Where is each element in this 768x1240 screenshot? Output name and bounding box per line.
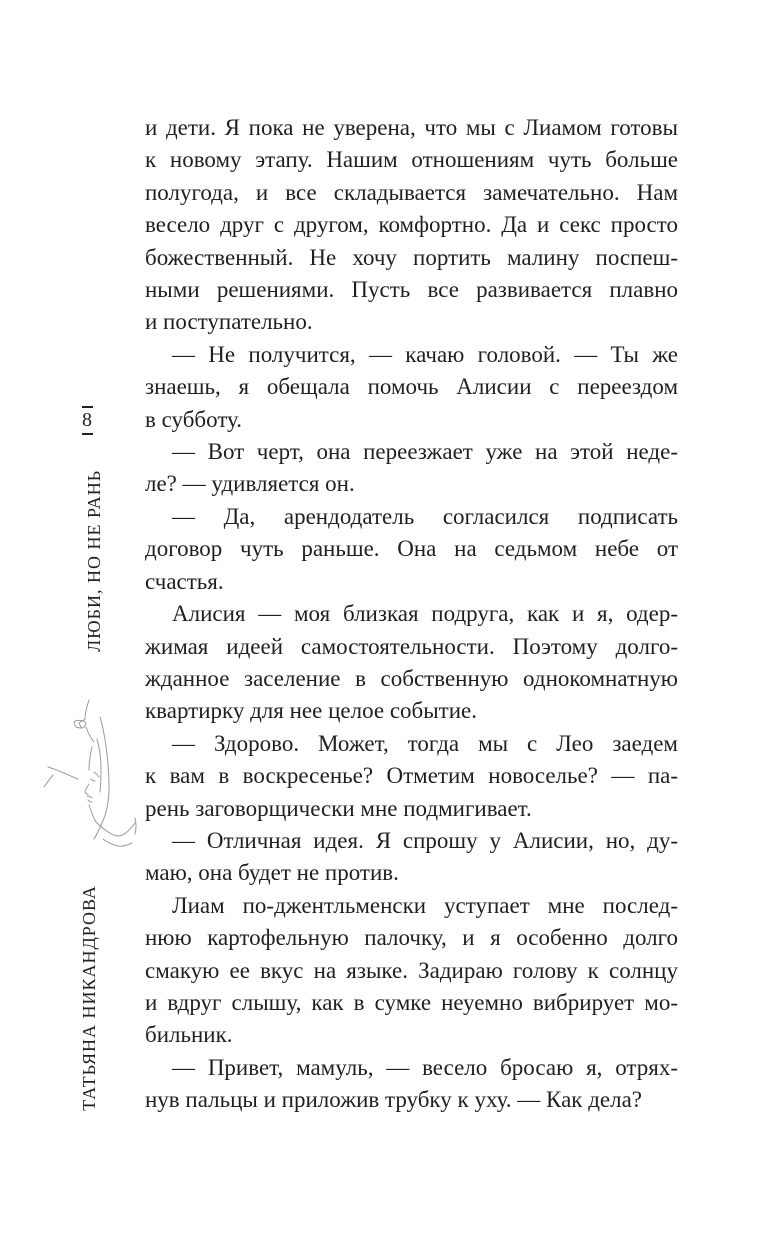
text-line: жданное заселение в собственную однокомнатную — [145, 665, 678, 691]
text-line: счастья. — [145, 568, 224, 594]
text-line: Лиам по-джентльменски уступает мне послед- — [172, 892, 678, 918]
text-line: квартирку для нее целое событие. — [145, 698, 477, 724]
paragraph — [145, 501, 678, 598]
text-line: божественный. Не хочу портить малину поспеш- — [145, 244, 678, 270]
text-line: Алисия — моя близкая подруга, как и я, одер- — [172, 601, 678, 627]
page-number-rule-bottom — [82, 433, 93, 435]
text-block — [145, 112, 678, 1117]
paragraph — [145, 825, 678, 890]
text-line: бильник. — [145, 1022, 233, 1048]
text-line: нюю картофельную палочку, и я особенно долго — [145, 925, 678, 951]
paragraph — [145, 112, 678, 339]
page-number-rule-top — [82, 406, 93, 408]
paragraph — [145, 728, 678, 825]
paragraph — [145, 890, 678, 1052]
text-line: смакую ее вкус на языке. Задираю голову к солнцу — [145, 957, 678, 983]
text-line: договор чуть раньше. Она на седьмом небе от — [145, 536, 678, 562]
text-line: — Вот черт, она переезжает уже на этой неде- — [172, 439, 678, 465]
text-line: — Отличная идея. Я спрошу у Алисии, но, ду- — [172, 827, 678, 853]
text-line: ле? — удивляется он. — [145, 471, 355, 497]
text-line: — Здорово. Может, тогда мы с Лео заедем — [172, 730, 678, 756]
text-line: и дети. Я пока не уверена, что мы с Лиамом готовы — [145, 115, 678, 140]
text-line: к новому этапу. Нашим отношениям чуть больше — [145, 147, 678, 173]
text-line: и поступательно. — [145, 309, 313, 335]
page-number-ornament — [76, 404, 98, 437]
text-line: в субботу. — [145, 406, 243, 432]
text-line: — Привет, мамуль, — весело бросаю я, отрях- — [172, 1054, 678, 1080]
text-line: к вам в воскресенье? Отметим новоселье? — па- — [145, 763, 678, 789]
text-line: и вдруг слышу, как в сумке неуемно вибрирует мо- — [145, 989, 678, 1015]
text-line: жимая идеей самостоятельности. Поэтому долго- — [145, 633, 678, 659]
text-line: знаешь, я обещала помочь Алисии с переездом — [145, 374, 678, 400]
face-sketch-illustration — [40, 692, 140, 852]
text-line: ными решениями. Пусть все развивается плавно — [145, 277, 678, 303]
text-line: маю, она будет не против. — [145, 860, 399, 886]
paragraph — [145, 339, 678, 436]
text-line: весело друг с другом, комфортно. Да и секс просто — [145, 212, 678, 238]
paragraph — [145, 1052, 678, 1117]
paragraph — [145, 598, 678, 728]
author-name-vertical: ТАТЬЯНА НИКАНДРОВА — [79, 885, 99, 1111]
text-line: полугода, и все складывается замечательно. Нам — [145, 179, 678, 205]
text-line: нув пальцы и приложив трубку к уху. — Как дела? — [145, 1087, 643, 1113]
page-number: 8 — [82, 409, 92, 431]
text-line: — Да, арендодатель согласился подписать — [172, 503, 678, 529]
book-title-vertical: ЛЮБИ, НО НЕ РАНЬ — [84, 469, 104, 653]
text-line: — Не получится, — качаю головой. — Ты же — [172, 341, 678, 367]
text-line: рень заговорщически мне подмигивает. — [145, 795, 532, 821]
paragraph — [145, 436, 678, 501]
